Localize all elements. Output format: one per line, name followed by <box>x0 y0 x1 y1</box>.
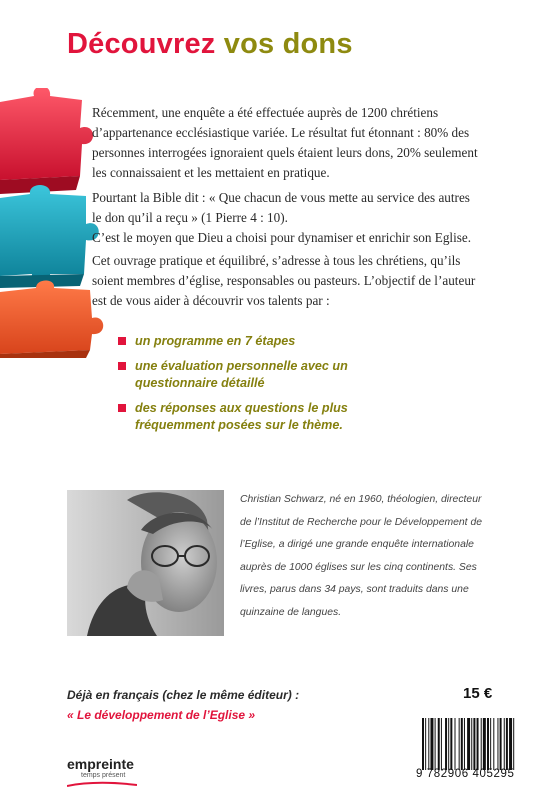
barcode-icon <box>422 718 548 770</box>
intro-line: personnes interrogées ignoraient quels étaient leurs dons, 20% seulement <box>92 145 478 160</box>
bullet-text: questionnaire détaillé <box>135 376 265 390</box>
bullet-text: une évaluation personnelle avec un <box>135 359 348 373</box>
author-bio <box>240 489 482 624</box>
title-part-2: vos dons <box>223 28 353 60</box>
work-line: soient membres d’église, responsables ou pasteurs. L’objectif de l’auteur <box>92 273 476 288</box>
bullet-item <box>118 400 458 434</box>
isbn-number: 9 782906 405295 <box>416 768 515 780</box>
bio-line: auprès de 1000 églises sur les cinq continents. Ses <box>240 561 477 573</box>
bullet-square-icon <box>118 404 126 412</box>
cover-title <box>67 28 353 61</box>
intro-paragraph <box>92 103 478 183</box>
title-part-1: Découvrez <box>67 28 216 60</box>
bullet-square-icon <box>118 337 126 345</box>
also-available-label: Déjà en français (chez le même éditeur) : <box>67 688 300 702</box>
bullet-text: fréquemment posées sur le thème. <box>135 418 343 432</box>
bible-line: Pourtant la Bible dit : « Que chacun de vous mette au service des autres <box>92 190 470 205</box>
publisher-name: empreinte <box>67 756 134 772</box>
bullet-text: un programme en 7 étapes <box>135 334 296 348</box>
bio-line: de l’Institut de Recherche pour le Développement de <box>240 516 483 528</box>
bio-line: livres, parus dans 34 pays, sont traduits dans une <box>240 584 469 595</box>
work-line: Cet ouvrage pratique et équilibré, s’adresse à tous les chrétiens, qu’ils <box>92 253 461 268</box>
intro-line: d’appartenance ecclésiastique variée. Le résultat fut étonnant : 80% des <box>92 125 470 140</box>
price-tag: 15 € <box>463 685 493 702</box>
puzzle-piece-red <box>0 88 93 194</box>
author-photo <box>67 490 224 636</box>
bio-line: l’Eglise, a dirigé une grande enquête internationale <box>240 539 474 550</box>
bullet-item <box>118 358 458 392</box>
puzzle-piece-orange <box>0 281 103 359</box>
barcode-area <box>408 710 560 798</box>
publisher-subtitle: temps présent <box>81 772 126 779</box>
intro-line: les connaissaient et les mettaient en pratique. <box>92 165 330 180</box>
related-book-title: « Le développement de l’Eglise » <box>67 708 256 722</box>
puzzle-piece-teal <box>0 185 99 288</box>
bullet-item <box>118 333 458 350</box>
work-line: est de vous aider à découvrir vos talents par : <box>92 293 330 308</box>
bullet-text: des réponses aux questions le plus <box>135 401 348 415</box>
bio-line: Christian Schwarz, né en 1960, théologien, directeur <box>240 494 482 505</box>
publisher-logo <box>67 757 137 788</box>
bio-line: quinzaine de langues. <box>240 606 342 618</box>
bible-line: le don qu’il a reçu » (1 Pierre 4 : 10). <box>92 210 288 225</box>
bullet-square-icon <box>118 362 126 370</box>
bible-line: C’est le moyen que Dieu a choisi pour dynamiser et enrichir son Eglise. <box>92 230 472 245</box>
intro-line: Récemment, une enquête a été effectuée auprès de 1200 chrétiens <box>92 105 439 120</box>
work-paragraph <box>92 251 475 311</box>
feature-bullet-list <box>118 333 458 442</box>
bible-paragraph <box>92 188 471 248</box>
publisher-swoosh-icon <box>67 781 137 788</box>
